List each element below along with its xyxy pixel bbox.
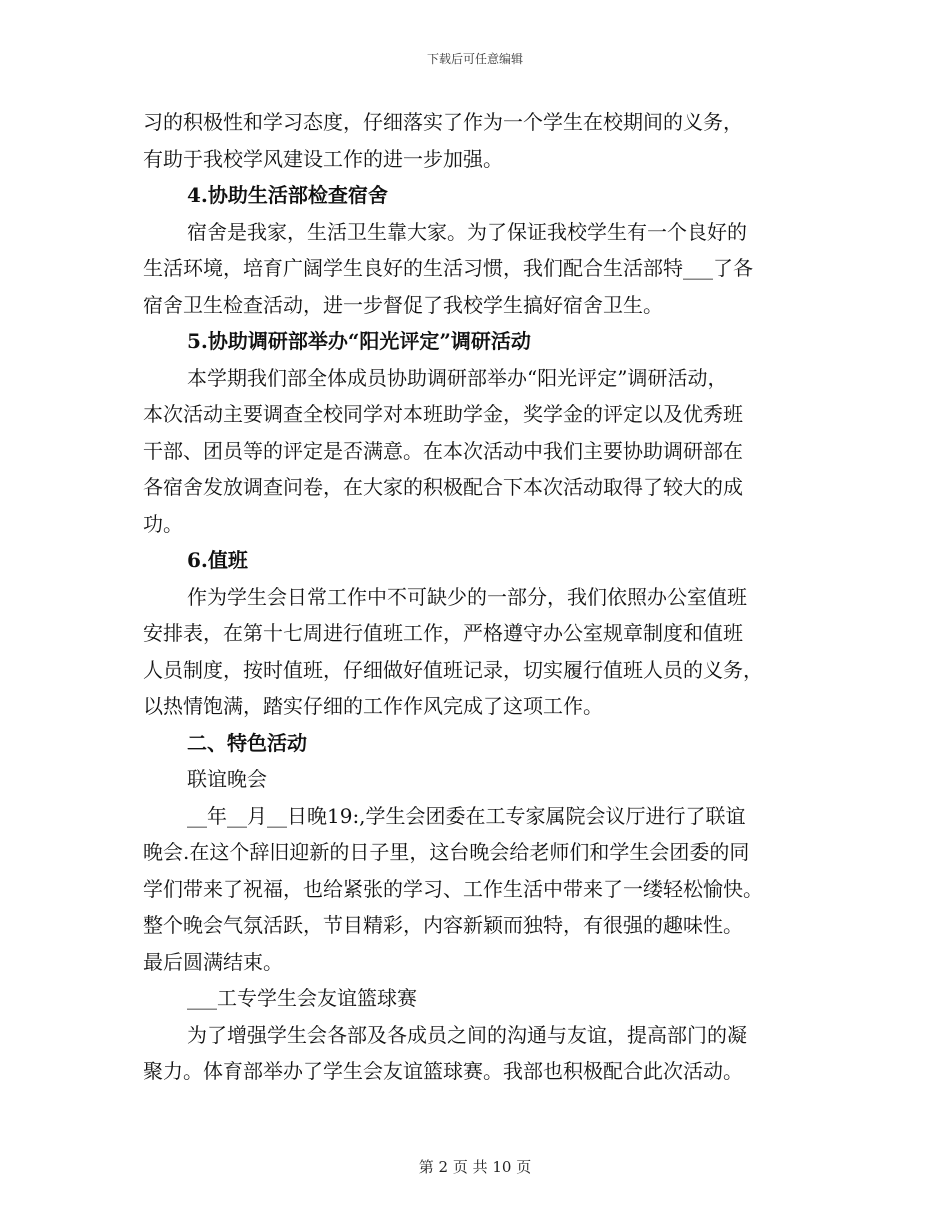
paragraph-line: 联谊晚会 xyxy=(187,767,267,791)
paragraph-line: 宿舍是我家，生活卫生靠大家。为了保证我校学生有一个良好的 xyxy=(187,219,747,244)
paragraph-line: 本次活动主要调查全校同学对本班助学金，奖学金的评定以及优秀班 xyxy=(143,402,743,426)
paragraph-line: 学们带来了祝福，也给紧张的学习、工作生活中带来了一缕轻松愉快。 xyxy=(143,876,763,901)
paragraph-line: 安排表，在第十七周进行值班工作，严格遵守办公室规章制度和值班 xyxy=(143,621,743,645)
paragraph-line: ___工专学生会友谊篮球赛 xyxy=(187,986,417,1010)
section-heading: 6.值班 xyxy=(187,548,248,572)
page-header: 下载后可任意编辑 xyxy=(426,52,523,66)
paragraph-line: 晚会.在这个辞旧迎新的日子里，这台晚会给老师们和学生会团委的同 xyxy=(143,840,750,864)
paragraph-line: 生活环境，培育广阔学生良好的生活习惯，我们配合生活部特___了各 xyxy=(143,256,753,280)
paragraph-line: 作为学生会日常工作中不可缺少的一部分，我们依照办公室值班 xyxy=(187,584,747,609)
paragraph-line: 为了增强学生会各部及各成员之间的沟通与友谊，提高部门的凝 xyxy=(187,1022,747,1047)
paragraph-line: 功。 xyxy=(143,511,183,536)
section-heading: 5.协助调研部举办“阳光评定”调研活动 xyxy=(187,329,531,353)
paragraph-line: 干部、团员等的评定是否满意。在本次活动中我们主要协助调研部在 xyxy=(143,438,743,463)
paragraph-line: 聚力。体育部举办了学生会友谊篮球赛。我部也积极配合此次活动。 xyxy=(143,1059,743,1083)
paragraph-line: 有助于我校学风建设工作的进一步加强。 xyxy=(143,146,503,171)
paragraph-line: 各宿舍发放调查问卷，在大家的积极配合下本次活动取得了较大的成 xyxy=(143,475,743,499)
paragraph-line: 人员制度，按时值班，仔细做好值班记录，切实履行值班人员的义务， xyxy=(143,657,763,682)
page-footer: 第 2 页 共 10 页 xyxy=(418,1158,532,1176)
paragraph-line: 本学期我们部全体成员协助调研部举办“阳光评定”调研活动， xyxy=(187,365,728,390)
paragraph-line: 以热情饱满，踏实仔细的工作作风完成了这项工作。 xyxy=(143,694,603,718)
paragraph-line: 整个晚会气氛活跃，节目精彩，内容新颖而独特，有很强的趣味性。 xyxy=(143,913,743,937)
paragraph-line: 最后圆满结束。 xyxy=(143,949,283,974)
section-heading: 二、特色活动 xyxy=(187,730,307,755)
section-heading: 4.协助生活部检查宿舍 xyxy=(187,183,388,207)
paragraph-line: 习的积极性和学习态度，仔细落实了作为一个学生在校期间的义务， xyxy=(143,110,743,134)
document-body xyxy=(143,104,813,1090)
paragraph-line: 宿舍卫生检查活动，进一步督促了我校学生搞好宿舍卫生。 xyxy=(143,292,663,317)
paragraph-line: __年__月__日晚19:,学生会团委在工专家属院会议厅进行了联谊 xyxy=(187,803,746,828)
